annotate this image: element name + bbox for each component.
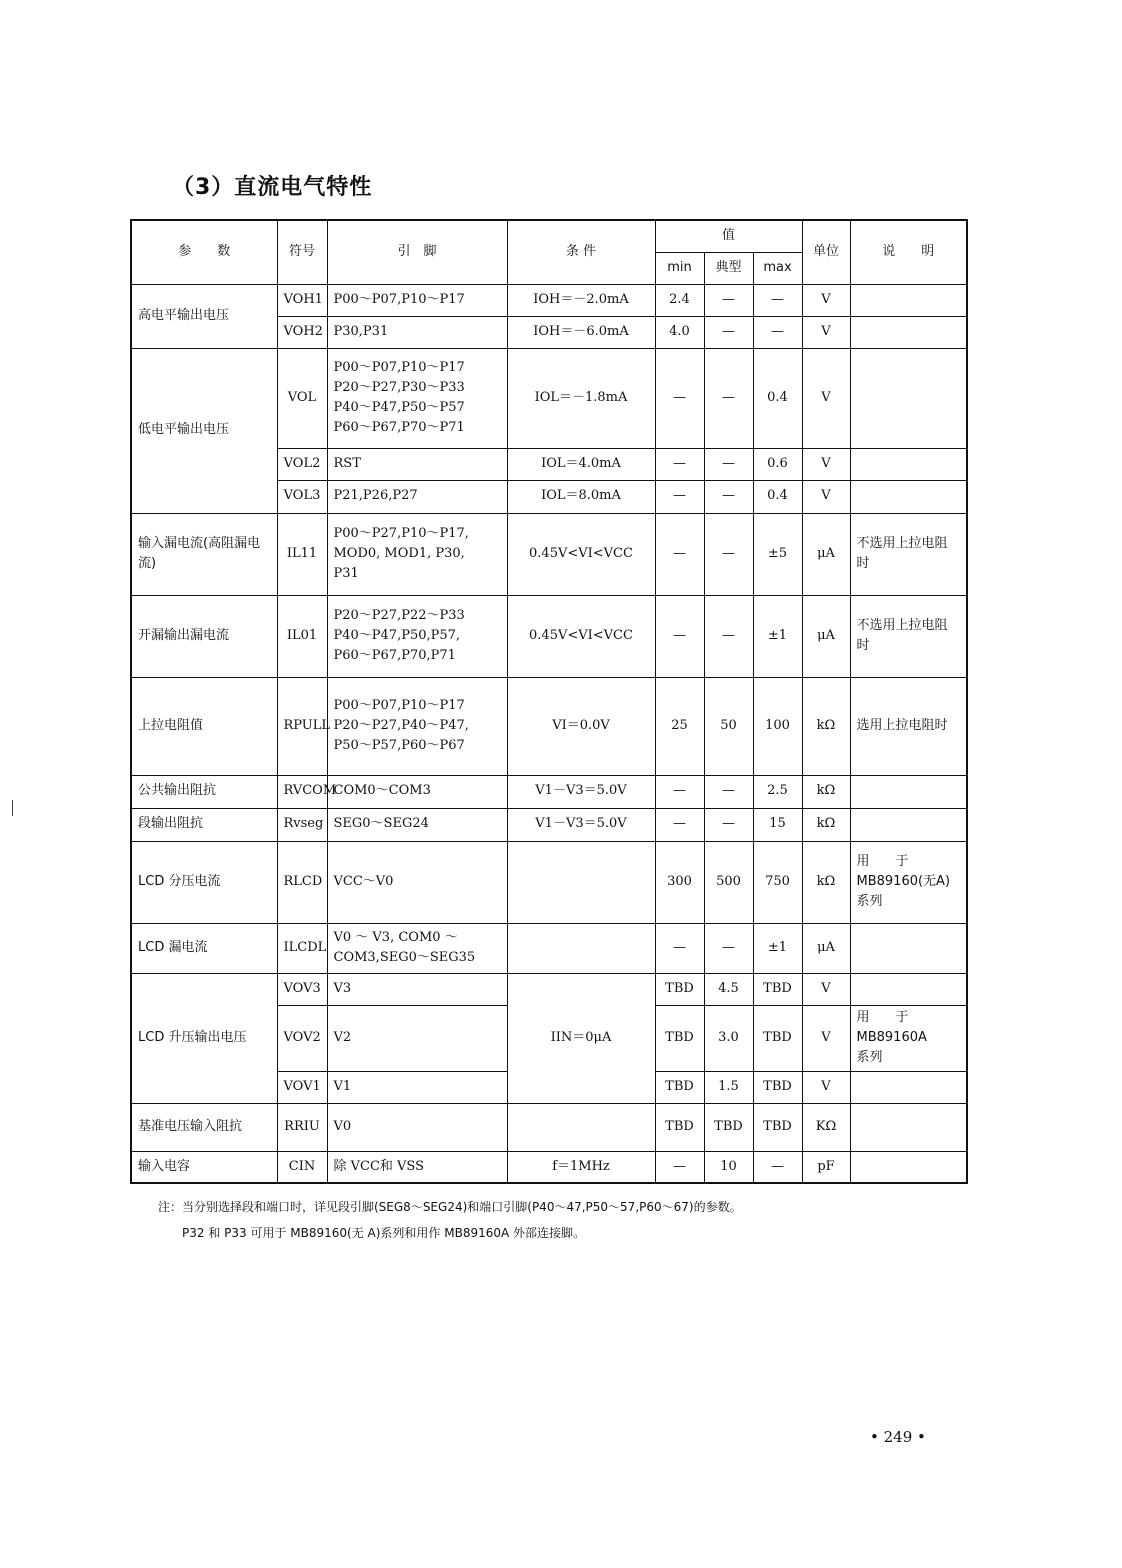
header-pin: 引 脚 bbox=[327, 220, 507, 284]
condition-cell: IIN＝0μA bbox=[507, 973, 655, 1103]
min-cell: — bbox=[655, 923, 704, 973]
condition-cell: 0.45V<VI<VCC bbox=[507, 513, 655, 595]
symbol-cell: VOL3 bbox=[277, 480, 327, 513]
pin-cell: RST bbox=[327, 448, 507, 480]
remark-cell: 用 于 MB89160(无A)系列 bbox=[850, 841, 967, 923]
min-cell: — bbox=[655, 1151, 704, 1183]
unit-cell: kΩ bbox=[802, 775, 850, 808]
max-cell: 15 bbox=[753, 808, 802, 841]
header-max: max bbox=[753, 252, 802, 284]
pin-cell: VCC～V0 bbox=[327, 841, 507, 923]
symbol-cell: Rvseg bbox=[277, 808, 327, 841]
footnote-1: 注：当分别选择段和端口时，详见段引脚(SEG8～SEG24)和端口引脚(P40～47,P50～57,P60～67)的参数。 bbox=[158, 1200, 742, 1214]
unit-cell: kΩ bbox=[802, 808, 850, 841]
typ-cell: — bbox=[704, 348, 753, 448]
min-cell: TBD bbox=[655, 1071, 704, 1103]
section-title: （3）直流电气特性 bbox=[172, 175, 373, 200]
table-row bbox=[131, 513, 967, 595]
header-condition: 条 件 bbox=[507, 220, 655, 284]
symbol-cell: VOL bbox=[277, 348, 327, 448]
remark-cell bbox=[850, 923, 967, 973]
symbol-cell: VOH2 bbox=[277, 316, 327, 348]
remark-cell: 选用上拉电阻时 bbox=[850, 677, 967, 775]
unit-cell: V bbox=[802, 1005, 850, 1071]
remark-cell bbox=[850, 348, 967, 448]
typ-cell: 3.0 bbox=[704, 1005, 753, 1071]
param-cell: 段输出阻抗 bbox=[131, 808, 277, 841]
param-cell: 输入漏电流(高阻漏电流) bbox=[131, 513, 277, 595]
table-row bbox=[131, 808, 967, 841]
max-cell: ±5 bbox=[753, 513, 802, 595]
unit-cell: V bbox=[802, 1071, 850, 1103]
table-row bbox=[131, 923, 967, 973]
param-cell: LCD 分压电流 bbox=[131, 841, 277, 923]
header-typ: 典型 bbox=[704, 252, 753, 284]
max-cell: 100 bbox=[753, 677, 802, 775]
typ-cell: — bbox=[704, 513, 753, 595]
typ-cell: — bbox=[704, 923, 753, 973]
condition-cell: IOH＝－6.0mA bbox=[507, 316, 655, 348]
max-cell: 750 bbox=[753, 841, 802, 923]
typ-cell: — bbox=[704, 595, 753, 677]
symbol-cell: VOV3 bbox=[277, 973, 327, 1005]
condition-cell: V1－V3＝5.0V bbox=[507, 808, 655, 841]
symbol-cell: IL11 bbox=[277, 513, 327, 595]
unit-cell: V bbox=[802, 348, 850, 448]
table-row bbox=[131, 973, 967, 1005]
condition-cell bbox=[507, 923, 655, 973]
page-number: • 249 • bbox=[870, 1428, 926, 1446]
min-cell: — bbox=[655, 808, 704, 841]
unit-cell: V bbox=[802, 284, 850, 316]
condition-cell: VI＝0.0V bbox=[507, 677, 655, 775]
min-cell: 25 bbox=[655, 677, 704, 775]
min-cell: 300 bbox=[655, 841, 704, 923]
pin-cell: V3 bbox=[327, 973, 507, 1005]
param-cell: 公共输出阻抗 bbox=[131, 775, 277, 808]
min-cell: — bbox=[655, 775, 704, 808]
param-cell: LCD 升压输出电压 bbox=[131, 973, 277, 1103]
unit-cell: kΩ bbox=[802, 841, 850, 923]
dc-characteristics-table bbox=[130, 219, 968, 1184]
param-cell: LCD 漏电流 bbox=[131, 923, 277, 973]
table-row bbox=[131, 348, 967, 448]
remark-cell bbox=[850, 284, 967, 316]
condition-cell bbox=[507, 841, 655, 923]
max-cell: 2.5 bbox=[753, 775, 802, 808]
max-cell: 0.6 bbox=[753, 448, 802, 480]
typ-cell: 4.5 bbox=[704, 973, 753, 1005]
remark-cell bbox=[850, 448, 967, 480]
param-cell: 上拉电阻值 bbox=[131, 677, 277, 775]
max-cell: ±1 bbox=[753, 923, 802, 973]
pin-cell: P00～P07,P10～P17 P20～P27,P40～P47, P50～P57,P60～P67 bbox=[327, 677, 507, 775]
scan-mark bbox=[12, 800, 13, 816]
symbol-cell: VOV2 bbox=[277, 1005, 327, 1071]
header-value: 值 bbox=[655, 220, 802, 252]
min-cell: TBD bbox=[655, 1103, 704, 1151]
pin-cell: P00～P27,P10～P17, MOD0, MOD1, P30, P31 bbox=[327, 513, 507, 595]
max-cell: TBD bbox=[753, 1103, 802, 1151]
condition-cell: IOL＝－1.8mA bbox=[507, 348, 655, 448]
condition-cell: IOH＝－2.0mA bbox=[507, 284, 655, 316]
header-remark: 说 明 bbox=[850, 220, 967, 284]
min-cell: — bbox=[655, 595, 704, 677]
max-cell: — bbox=[753, 1151, 802, 1183]
remark-cell bbox=[850, 1151, 967, 1183]
typ-cell: TBD bbox=[704, 1103, 753, 1151]
pin-cell: V0 ～ V3, COM0 ～ COM3,SEG0～SEG35 bbox=[327, 923, 507, 973]
header-param: 参 数 bbox=[131, 220, 277, 284]
min-cell: — bbox=[655, 348, 704, 448]
max-cell: ±1 bbox=[753, 595, 802, 677]
condition-cell: IOL＝4.0mA bbox=[507, 448, 655, 480]
pin-cell: P00～P07,P10～P17 bbox=[327, 284, 507, 316]
min-cell: 4.0 bbox=[655, 316, 704, 348]
typ-cell: — bbox=[704, 775, 753, 808]
param-cell: 低电平输出电压 bbox=[131, 348, 277, 513]
pin-cell: P20～P27,P22～P33 P40～P47,P50,P57, P60～P67,P70,P71 bbox=[327, 595, 507, 677]
pin-cell: SEG0～SEG24 bbox=[327, 808, 507, 841]
symbol-cell: ILCDL bbox=[277, 923, 327, 973]
remark-cell bbox=[850, 480, 967, 513]
condition-cell: IOL＝8.0mA bbox=[507, 480, 655, 513]
symbol-cell: VOH1 bbox=[277, 284, 327, 316]
unit-cell: V bbox=[802, 480, 850, 513]
footnote-2: P32 和 P33 可用于 MB89160(无 A)系列和用作 MB89160A 外部连接脚。 bbox=[182, 1226, 586, 1240]
typ-cell: — bbox=[704, 284, 753, 316]
pin-cell: 除 VCC和 VSS bbox=[327, 1151, 507, 1183]
typ-cell: 10 bbox=[704, 1151, 753, 1183]
param-cell: 高电平输出电压 bbox=[131, 284, 277, 348]
table-row bbox=[131, 841, 967, 923]
unit-cell: pF bbox=[802, 1151, 850, 1183]
typ-cell: — bbox=[704, 808, 753, 841]
symbol-cell: IL01 bbox=[277, 595, 327, 677]
pin-cell: P00～P07,P10～P17 P20～P27,P30～P33 P40～P47,P50～P57 P60～P67,P70～P71 bbox=[327, 348, 507, 448]
header-min: min bbox=[655, 252, 704, 284]
typ-cell: 500 bbox=[704, 841, 753, 923]
table-row bbox=[131, 284, 967, 316]
max-cell: — bbox=[753, 316, 802, 348]
unit-cell: V bbox=[802, 316, 850, 348]
typ-cell: 50 bbox=[704, 677, 753, 775]
condition-cell: 0.45V<VI<VCC bbox=[507, 595, 655, 677]
table-row bbox=[131, 595, 967, 677]
max-cell: TBD bbox=[753, 1071, 802, 1103]
symbol-cell: CIN bbox=[277, 1151, 327, 1183]
remark-cell bbox=[850, 316, 967, 348]
typ-cell: 1.5 bbox=[704, 1071, 753, 1103]
pin-cell: COM0～COM3 bbox=[327, 775, 507, 808]
remark-cell: 不选用上拉电阻时 bbox=[850, 595, 967, 677]
min-cell: TBD bbox=[655, 973, 704, 1005]
table-row bbox=[131, 1103, 967, 1151]
param-cell: 开漏输出漏电流 bbox=[131, 595, 277, 677]
remark-cell: 不选用上拉电阻时 bbox=[850, 513, 967, 595]
unit-cell: μA bbox=[802, 513, 850, 595]
min-cell: 2.4 bbox=[655, 284, 704, 316]
remark-cell bbox=[850, 775, 967, 808]
pin-cell: V2 bbox=[327, 1005, 507, 1071]
header-symbol: 符号 bbox=[277, 220, 327, 284]
max-cell: — bbox=[753, 284, 802, 316]
unit-cell: kΩ bbox=[802, 677, 850, 775]
min-cell: — bbox=[655, 513, 704, 595]
symbol-cell: VOL2 bbox=[277, 448, 327, 480]
condition-cell bbox=[507, 1103, 655, 1151]
remark-cell bbox=[850, 1103, 967, 1151]
pin-cell: P21,P26,P27 bbox=[327, 480, 507, 513]
header-unit: 单位 bbox=[802, 220, 850, 284]
max-cell: TBD bbox=[753, 973, 802, 1005]
table-row bbox=[131, 1151, 967, 1183]
symbol-cell: RRIU bbox=[277, 1103, 327, 1151]
max-cell: 0.4 bbox=[753, 348, 802, 448]
condition-cell: V1－V3＝5.0V bbox=[507, 775, 655, 808]
typ-cell: — bbox=[704, 316, 753, 348]
unit-cell: V bbox=[802, 448, 850, 480]
table-body bbox=[131, 284, 967, 1183]
param-cell: 输入电容 bbox=[131, 1151, 277, 1183]
remark-cell bbox=[850, 1071, 967, 1103]
remark-cell bbox=[850, 808, 967, 841]
max-cell: 0.4 bbox=[753, 480, 802, 513]
max-cell: TBD bbox=[753, 1005, 802, 1071]
symbol-cell: RPULL bbox=[277, 677, 327, 775]
unit-cell: V bbox=[802, 973, 850, 1005]
table-row bbox=[131, 677, 967, 775]
symbol-cell: RVCOM bbox=[277, 775, 327, 808]
typ-cell: — bbox=[704, 448, 753, 480]
pin-cell: V0 bbox=[327, 1103, 507, 1151]
min-cell: TBD bbox=[655, 1005, 704, 1071]
remark-cell bbox=[850, 973, 967, 1005]
min-cell: — bbox=[655, 448, 704, 480]
table-row bbox=[131, 775, 967, 808]
pin-cell: P30,P31 bbox=[327, 316, 507, 348]
unit-cell: KΩ bbox=[802, 1103, 850, 1151]
pin-cell: V1 bbox=[327, 1071, 507, 1103]
typ-cell: — bbox=[704, 480, 753, 513]
unit-cell: μA bbox=[802, 923, 850, 973]
remark-cell: 用 于 MB89160A 系列 bbox=[850, 1005, 967, 1071]
condition-cell: f＝1MHz bbox=[507, 1151, 655, 1183]
min-cell: — bbox=[655, 480, 704, 513]
param-cell: 基准电压输入阻抗 bbox=[131, 1103, 277, 1151]
unit-cell: μA bbox=[802, 595, 850, 677]
symbol-cell: RLCD bbox=[277, 841, 327, 923]
symbol-cell: VOV1 bbox=[277, 1071, 327, 1103]
